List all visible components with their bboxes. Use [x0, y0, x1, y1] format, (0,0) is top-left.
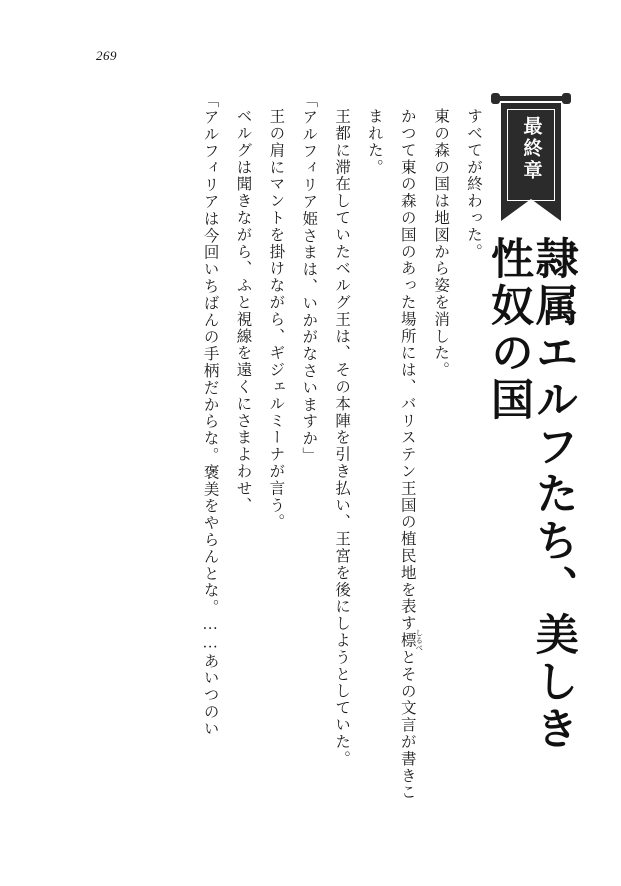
- paragraph: 王の肩にマントを掛けながら、ギジェルミーナが言う。: [267, 108, 285, 531]
- banner-top-bar: [496, 96, 566, 101]
- paragraph-with-ruby: [357, 92, 423, 812]
- chapter-title: 隷属エルフたち、美しき性奴の国: [485, 236, 578, 753]
- paragraph: 王都に滞在していたベルグ王は、その本陣を引き払い、王宮を後にしようとしていた。: [333, 108, 351, 768]
- banner-tail: [501, 199, 561, 221]
- paragraph: ベルグは聞きながら、ふと視線を遠くにさまよわせ、: [234, 108, 252, 514]
- banner-knob-left-icon: [491, 93, 500, 104]
- paragraph-part: かつて東の森の国のあった場所には、バリステン王国の植民地を表す: [398, 108, 416, 632]
- ruby-text: しるべ: [414, 629, 424, 652]
- banner-inner-frame: [507, 109, 555, 201]
- paragraph-dialogue: 「アルフィリア姫さまは、いかがなさいますか」: [300, 92, 318, 464]
- chapter-heading: [485, 96, 578, 796]
- chapter-banner-icon: [494, 96, 568, 224]
- paragraph: 東の森の国は地図から姿を消した。: [432, 108, 450, 379]
- paragraph-dialogue: 「アルフィリアは今回いちばんの手柄だからな。褒美をやらんとな。……あいつのい: [201, 92, 219, 738]
- banner-knob-right-icon: [562, 93, 571, 104]
- page-number: 269: [96, 48, 117, 63]
- chapter-banner-label: 最終章: [520, 116, 542, 182]
- paragraph: すべてが終わった。: [465, 108, 482, 261]
- ruby-base: 標: [398, 629, 416, 652]
- body-text: [189, 92, 489, 812]
- ruby-annotation: [398, 629, 424, 652]
- paragraph-part: とその文言が書きこまれた。: [365, 108, 416, 801]
